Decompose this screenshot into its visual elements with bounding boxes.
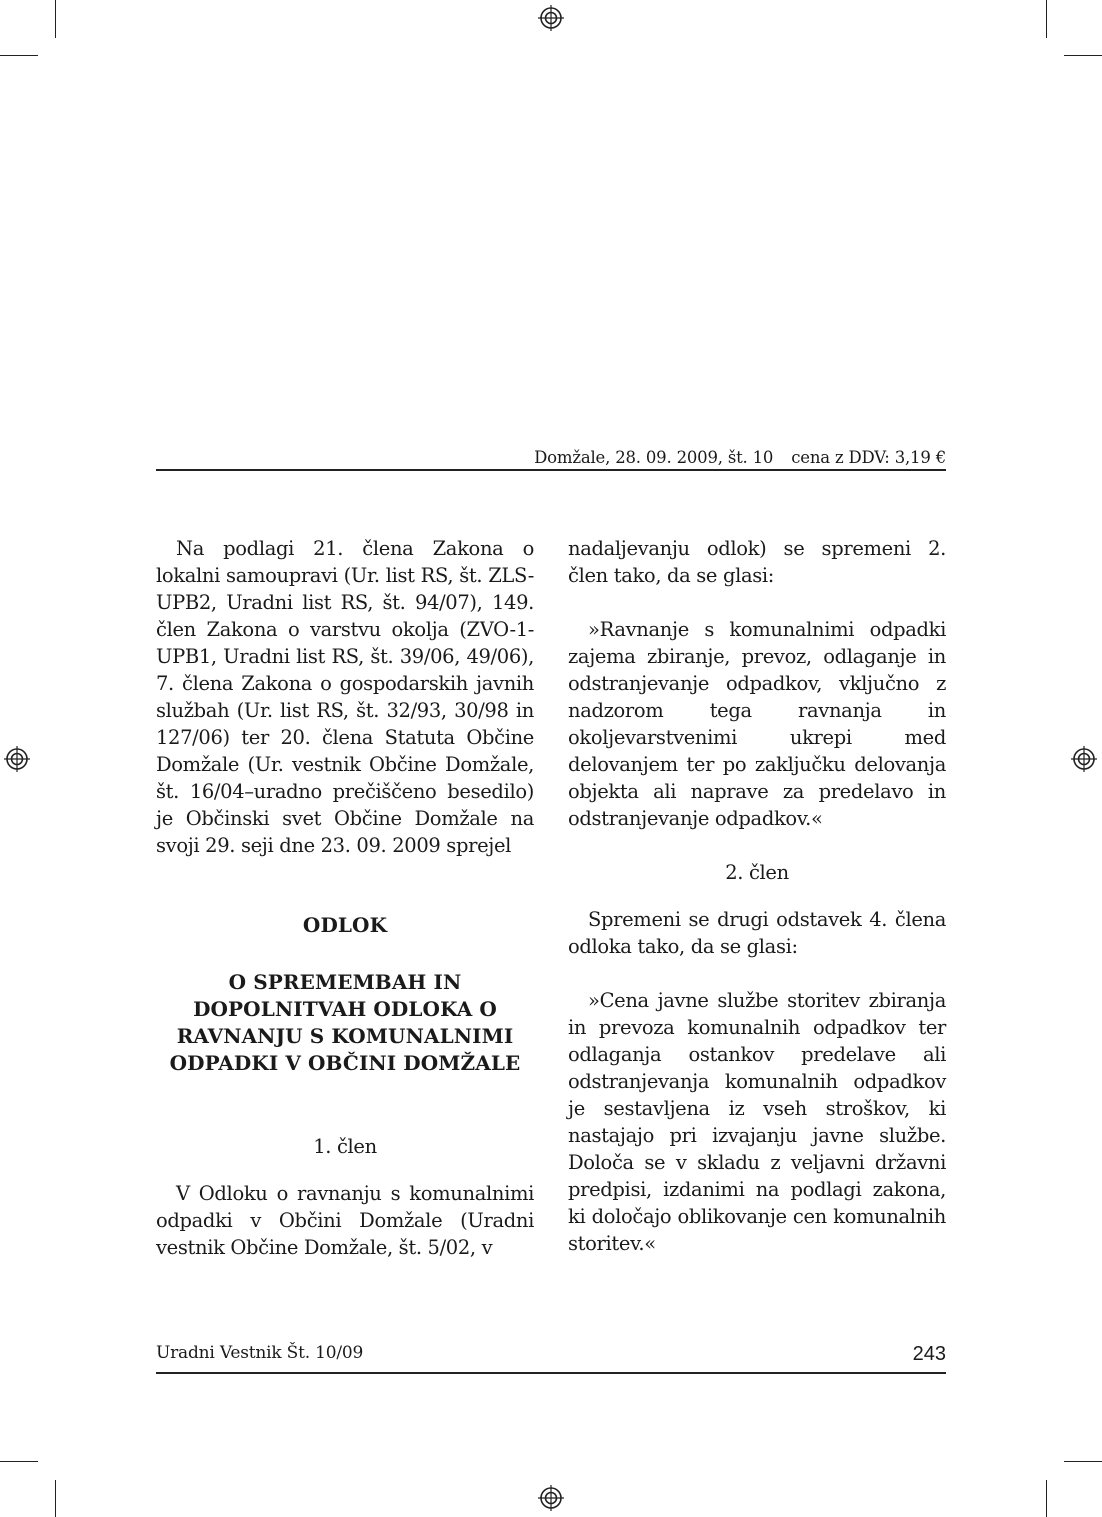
article-2-heading: 2. člen (725, 861, 789, 884)
continuation-paragraph: nadaljevanju odlok) se spremeni 2. člen tako, da se glasi: (568, 537, 946, 587)
document-title: ODLOK (302, 913, 388, 937)
crop-mark-icon (1064, 1461, 1102, 1462)
registration-target-icon (538, 5, 564, 31)
page-number: 243 (912, 1343, 946, 1365)
registration-target-icon (1071, 746, 1097, 772)
header-place-date: Domžale, 28. 09. 2009, št. 10 (534, 448, 774, 467)
subtitle-line: DOPOLNITVAH ODLOKA O (193, 997, 497, 1021)
footer-publication: Uradni Vestnik Št. 10/09 (156, 1343, 364, 1363)
header-price: cena z DDV: 3,19 € (791, 448, 946, 467)
crop-mark-icon (1046, 0, 1047, 38)
crop-mark-icon (0, 1461, 38, 1462)
document-subtitle (156, 969, 534, 1077)
article-2-text: Spremeni se drugi odstavek 4. člena odloka tako, da se glasi: (568, 908, 946, 958)
quote-paragraph-2: »Cena javne službe storitev zbiranja in prevoza komunalnih odpadkov ter odlaganja ostankov predelave ali odstranjevanja komunalnih odpadkov je sestavljena iz vseh stroškov, ki nastajajo pri izvajanju javne službe. Določa se v skladu z veljavni državni predpisi, izdanimi na podlagi zakona, ki določajo oblikovanje cen komunalnih storitev.« (568, 989, 946, 1255)
registration-target-icon (4, 746, 30, 772)
quote-paragraph-1: »Ravnanje s komunalnimi odpadki zajema zbiranje, prevoz, odlaganje in odstranjevanje odpadkov, vključno z nadzorom tega ravnanja in okoljevarstvenimi ukrepi med delovanjem ter po zaključku delovanja objekta ali naprave za predelavo in odstranjevanje odpadkov.« (568, 618, 946, 830)
crop-mark-icon (55, 0, 56, 38)
registration-target-icon (538, 1485, 564, 1511)
header-rule (156, 469, 946, 471)
article-1-heading: 1. člen (313, 1135, 377, 1158)
left-column (156, 535, 534, 1261)
crop-mark-icon (1064, 55, 1102, 56)
footer-rule (156, 1372, 946, 1374)
intro-paragraph: Na podlagi 21. člena Zakona o lokalni samoupravi (Ur. list RS, št. ZLS-UPB2, Uradni list RS, št. 94/07), 149. člen Zakona o varstvu okolja (ZVO-1-UPB1, Uradni list RS, št. 39/06, 49/06), 7. člena Zakona o gospodarskih javnih službah (Ur. list RS, št. 32/93, 30/98 in 127/06) ter 20. člena Statuta Občine Domžale (Ur. vestnik Občine Domžale, št. 16/04–uradno prečiščeno besedilo) je Občinski svet Občine Domžale na svoji 29. seji dne 23. 09. 2009 sprejel (156, 537, 534, 857)
crop-mark-icon (0, 55, 38, 56)
subtitle-line: O SPREMEMBAH IN (228, 970, 462, 994)
page-header (156, 448, 946, 467)
subtitle-line: RAVNANJU S KOMUNALNIMI (176, 1024, 514, 1048)
right-column (568, 535, 946, 1257)
crop-mark-icon (55, 1480, 56, 1517)
crop-mark-icon (1046, 1480, 1047, 1517)
subtitle-line: ODPADKI V OBČINI DOMŽALE (169, 1051, 521, 1075)
article-1-text: V Odloku o ravnanju s komunalnimi odpadki v Občini Domžale (Uradni vestnik Občine Domžale, št. 5/02, v (156, 1182, 534, 1259)
